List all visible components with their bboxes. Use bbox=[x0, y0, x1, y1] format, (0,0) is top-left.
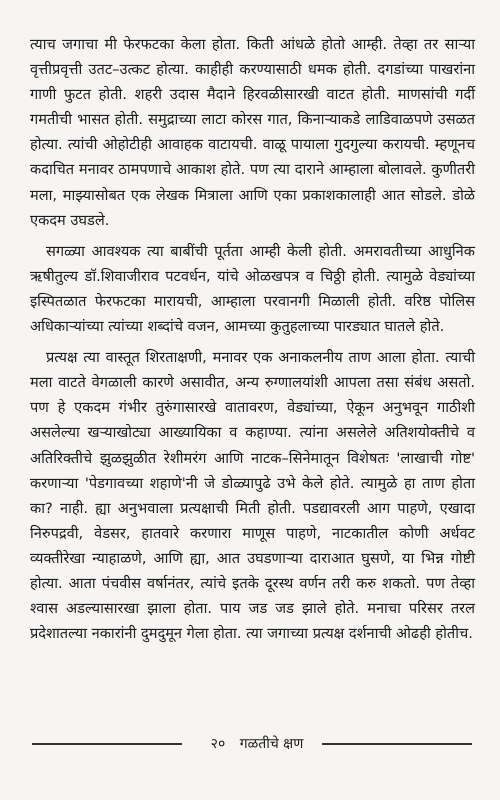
footer-rule-right bbox=[322, 743, 472, 745]
footer-text bbox=[192, 734, 322, 753]
document-page bbox=[30, 32, 475, 652]
chapter-title: गळतीचे क्षण bbox=[239, 736, 304, 752]
paragraph-2: सगळ्या आवश्यक त्या बाबींची पूर्तता आम्ही केली होती. अमरावतीच्या आधुनिक ऋषीतुल्य डॉ.शिवाजीराव पटवर्धन, यांचे ओळखपत्र व चिठ्ठी होती. त्यामुळे वेड्यांच्या इस्पितळात फेरफटका मारायची, आम्हाला परवानगी मिळाली होती. वरिष्ठ पोलिस अधिकाऱ्यांच्या त्यांच्या शब्दांचे वजन, आमच्या कुतुहलाच्या पारड्यात घातले होते. bbox=[30, 242, 475, 336]
paragraph-1: त्याच जगाचा मी फेरफटका केला होता. किती आंधळे होतो आम्ही. तेव्हा तर साऱ्या वृत्तीप्रवृत्ती उतट–उत्कट होत्या. काहीही करण्यासाठी धमक होती. दगडांच्या पाखरांना गाणी फुटत होती. शहरी उदास मैदाने हिरवळीसारखी वाटत होती. माणसांची गर्दी गमतीची भासत होती. समुद्राच्या लाटा कोरस गात, किनाऱ्याकडे लाडिवाळपणे उसळत होत्या. त्यांची ओहोटीही आवाहक वाटायची. वाळू पायाला गुदगुल्या करायची. म्हणूनच कदाचित मनावर ठामपणाचे आकाश होते. पण त्या दाराने आम्हाला बोलावले. कुणीतरी मला, माझ्यासोबत एक लेखक मित्राला आणि एका प्रकाशकालाही आत सोडले. डोळे एकदम उघडले. bbox=[30, 36, 475, 229]
page-number: २० bbox=[210, 736, 226, 752]
footer-rule-left bbox=[32, 743, 182, 745]
paragraph-3: प्रत्यक्ष त्या वास्तूत शिरताक्षणी, मनावर एक अनाकलनीय ताण आला होता. त्याची मला वाटते वेगळाली कारणे असावीत, अन्य रुग्णालयांशी आपला तसा संबंध असतो. पण हे एकदम गंभीर तुरुंगासारखे वातावरण, वेड्यांच्या, ऐकून अनुभवून गाठीशी असलेल्या खऱ्याखोट्या आख्यायिका व कहाण्या. त्यांना असलेले अतिशयोक्तीचे व अतिरिक्तीचे झुळझुळीत रेशीमरंग आणि नाटक–सिनेमातून विशेषतः 'लाखाची गोष्ट' करणाऱ्या 'पेडगावच्या शहाणे'नी जे डोळ्यापुढे उभे केले होते. त्यामुळे हा ताण होता का? नाही. ह्या अनुभवाला प्रत्यक्षाची मिती होती. पडद्यावरली आग पाहणे, एखादा निरुपद्रवी, वेडसर, हातवारे करणारा माणूस पाहणे, नाटकातील कोणी अर्धवट व्यक्तीरेखा न्याहाळणे, आणि ह्या, आत उघडणाऱ्या दाराआत घुसणे, या भिन्न गोष्टी होत्या. आता पंचवीस वर्षानंतर, त्यांचे इतके दूरस्थ वर्णन तरी करु शकतो. पण तेव्हा श्वास अडल्यासारखा झाला होता. पाय जड जड झाले होते. मनाचा परिसर तरल प्रदेशातल्या नकारांनी दुमदुमून गेला होता. त्या जगाच्या प्रत्यक्ष दर्शनाची ओढही होतीच. bbox=[30, 349, 475, 643]
page-footer bbox=[32, 730, 472, 760]
